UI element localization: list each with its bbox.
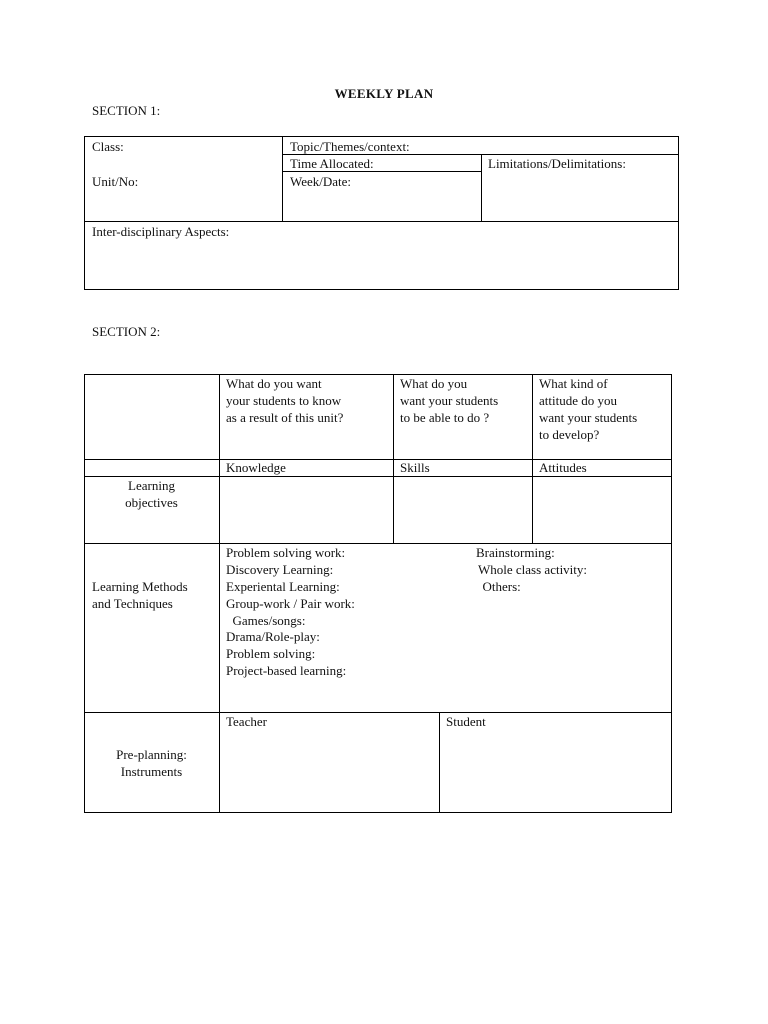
teacher-label: Teacher (226, 714, 267, 729)
limitations-label: Limitations/Delimitations: (488, 156, 626, 171)
page-title: WEEKLY PLAN (334, 86, 434, 101)
list-item: Problem solving: (226, 646, 316, 661)
unit-label: Unit/No: (92, 174, 139, 189)
list-item: Project-based learning: (226, 663, 347, 678)
week-date-label: Week/Date: (290, 174, 352, 189)
student-label: Student (446, 714, 486, 729)
list-item: Experiental Learning: (226, 579, 340, 594)
class-label: Class: (92, 139, 124, 154)
list-item: Whole class activity: (478, 562, 588, 577)
topic-label: Topic/Themes/context: (290, 139, 410, 154)
list-item: Others: (476, 579, 521, 594)
header-knowledge: Knowledge (226, 460, 286, 475)
section-1-label: SECTION 1: (92, 103, 161, 118)
header-attitudes: Attitudes (539, 460, 587, 475)
list-item: Drama/Role-play: (226, 629, 320, 644)
list-item: Group-work / Pair work: (226, 596, 355, 611)
header-skills: Skills (400, 460, 430, 475)
list-item: Games/songs: (226, 613, 306, 628)
list-item: Problem solving work: (226, 545, 346, 560)
time-allocated-label: Time Allocated: (290, 156, 374, 171)
section-2-label: SECTION 2: (92, 324, 161, 339)
list-item: Discovery Learning: (226, 562, 334, 577)
interdisciplinary-label: Inter-disciplinary Aspects: (92, 224, 230, 239)
list-item: Brainstorming: (476, 545, 555, 560)
